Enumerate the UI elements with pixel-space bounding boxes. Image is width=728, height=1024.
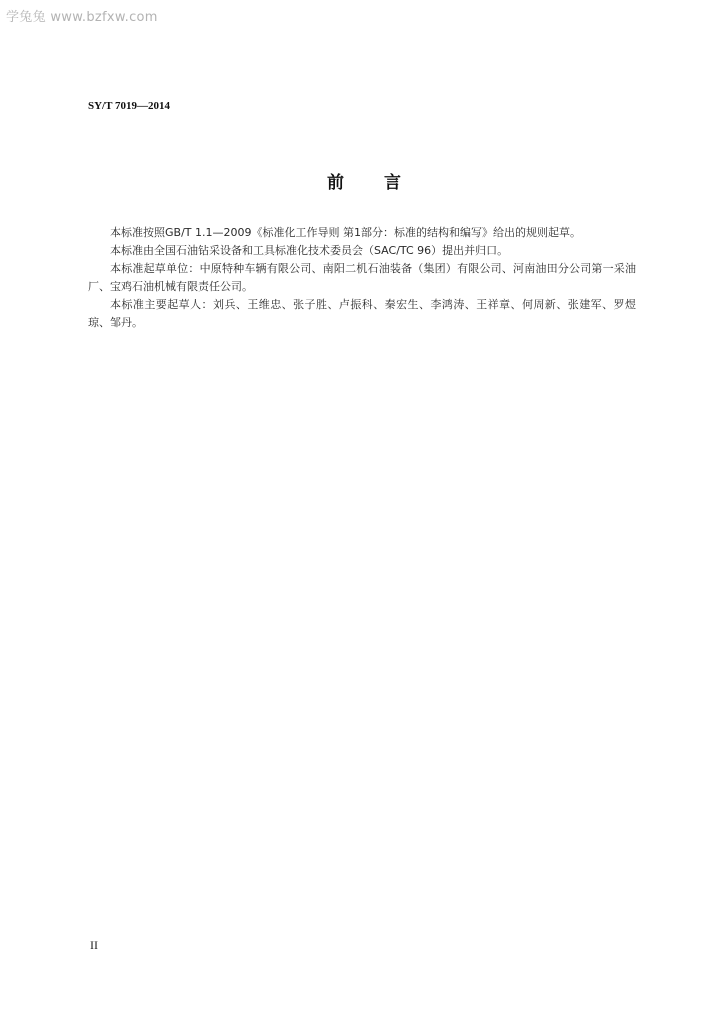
title-char-2: 言 (384, 173, 401, 193)
title-char-1: 前 (327, 173, 344, 193)
page-title (0, 168, 728, 193)
watermark: 学兔兔 www.bzfxw.com (6, 10, 158, 25)
paragraph-proposer: 本标准由全国石油钻采设备和工具标准化技术委员会（SAC/TC 96）提出并归口。 (110, 244, 509, 257)
standard-code: SY/T 7019—2014 (88, 100, 171, 112)
paragraph-drafters: 本标准主要起草人：刘兵、王维忠、张子胜、卢振科、秦宏生、李鸿涛、王祥章、何周新、张建军、罗煜琼、邹丹。 (88, 298, 636, 329)
paragraph-drafting-units: 本标准起草单位：中原特种车辆有限公司、南阳二机石油装备（集团）有限公司、河南油田分公司第一采油厂、宝鸡石油机械有限责任公司。 (88, 262, 636, 293)
page-number: II (90, 938, 98, 952)
paragraph-drafting-rules: 本标准按照GB/T 1.1—2009《标准化工作导则 第1部分：标准的结构和编写》给出的规则起草。 (110, 226, 581, 239)
foreword-body (88, 224, 636, 332)
